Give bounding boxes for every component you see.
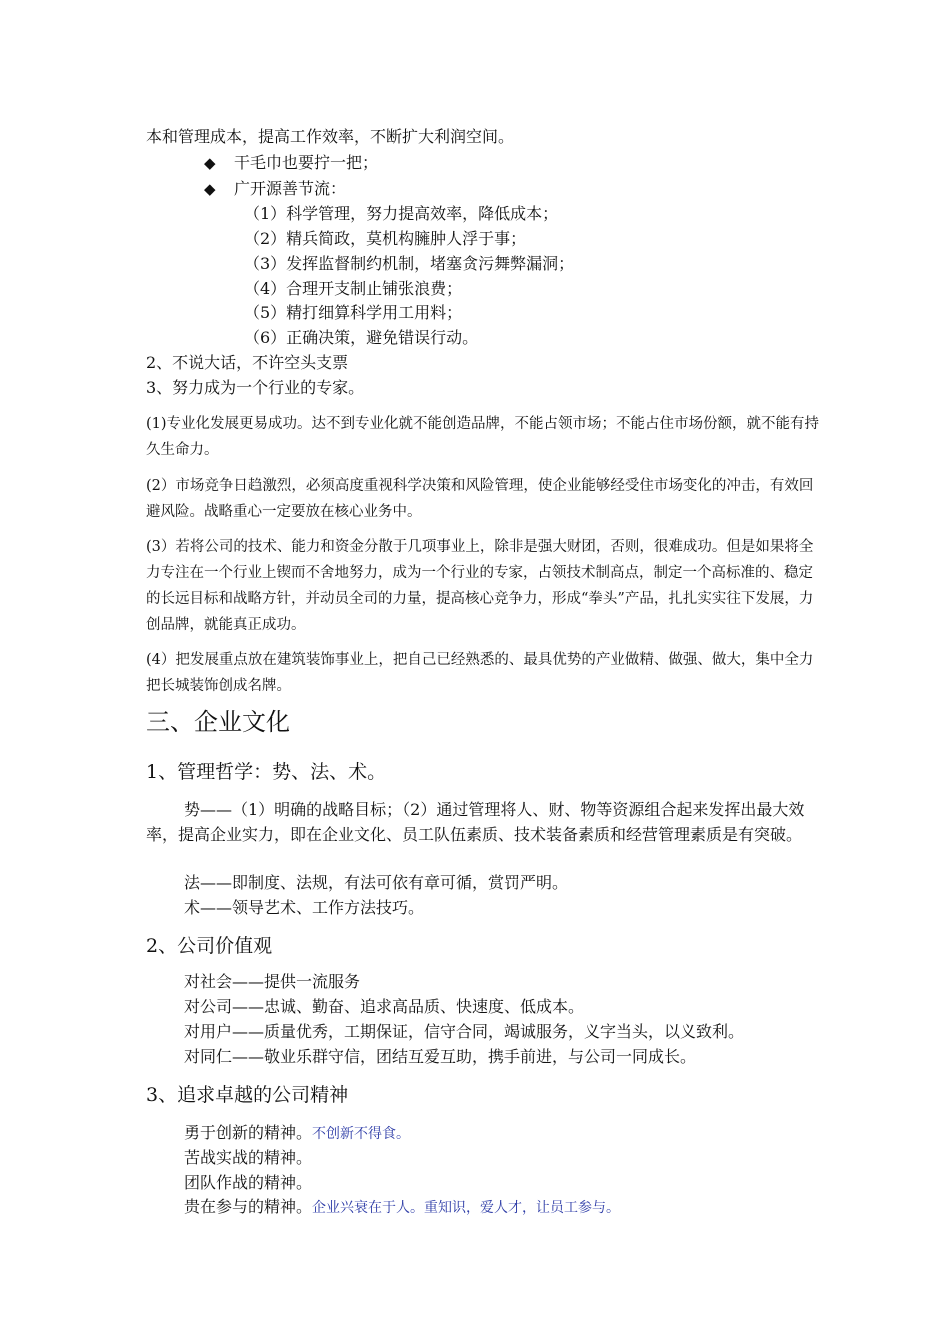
- value-item: 对用户——质量优秀，工期保证，信守合同，竭诚服务，义字当头，以义致利。: [184, 1022, 745, 1041]
- shi-paragraph: 势——（1）明确的战略目标；（2）通过管理将人、财、物等资源组合起来发挥出最大效率，提高企业实力，即在企业文化、员工队伍素质、技术装备素质和经营管理素质是有突破。: [146, 800, 805, 844]
- spirit-text: 团队作战的精神。: [184, 1173, 313, 1192]
- spirit-item: [184, 1148, 312, 1168]
- measure-item: （5）精打细算科学用工用料；: [244, 303, 463, 322]
- measure-item: （3）发挥监督制约机制，堵塞贪污舞弊漏洞；: [244, 254, 575, 273]
- diamond-bullet-icon: ◆: [204, 180, 216, 198]
- fa-line: 法——即制度、法规，有法可依有章可循，赏罚严明。: [184, 873, 569, 892]
- spirit-note: 不创新不得食。: [312, 1126, 411, 1142]
- expert-para: (1)专业化发展更易成功。达不到专业化就不能创造品牌，不能占领市场；不能占住市场份额，就不能有持久生命力。: [146, 416, 820, 458]
- subsection-title: 1、管理哲学：势、法、术。: [146, 761, 387, 783]
- expert-para: (3）若将公司的技术、能力和资金分散于几项事业上，除非是强大财团，否则，很难成功。但是如果将全力专注在一个行业上锲而不舍地努力，成为一个行业的专家，占领技术制高点，制定一个高标准的、稳定的长远目标和战略方针，并动员全司的力量，提高核心竞争力，形成“拳头”产品，扎扎实实往下发展，力创品牌，就能真正成功。: [146, 539, 814, 633]
- expert-para: (4）把发展重点放在建筑装饰事业上，把自己已经熟悉的、最具优势的产业做精、做强、做大，集中全力把长城装饰创成名牌。: [146, 652, 814, 694]
- diamond-bullet-icon: ◆: [204, 154, 216, 172]
- section-title: 三、企业文化: [146, 708, 290, 736]
- subsection-title: 3、追求卓越的公司精神: [146, 1084, 349, 1106]
- shu-line: 术——领导艺术、工作方法技巧。: [184, 898, 425, 917]
- bullet-item-1: 干毛巾也要拧一把；: [234, 153, 379, 172]
- spirit-text: 勇于创新的精神。: [184, 1123, 313, 1142]
- point-3: 3、努力成为一个行业的专家。: [146, 378, 365, 397]
- point-2: 2、不说大话，不许空头支票: [146, 353, 349, 372]
- spirit-text: 贵在参与的精神。: [184, 1197, 313, 1216]
- spirit-item: [184, 1197, 620, 1218]
- intro-line: 本和管理成本，提高工作效率，不断扩大利润空间。: [146, 127, 515, 146]
- measure-item: （2）精兵简政，莫机构臃肿人浮于事；: [244, 229, 527, 248]
- measure-item: （1）科学管理，努力提高效率，降低成本；: [244, 204, 559, 223]
- expert-para: (2）市场竞争日趋激烈，必须高度重视科学决策和风险管理，使企业能够经受住市场变化的冲击，有效回避风险。战略重心一定要放在核心业务中。: [146, 478, 814, 520]
- subsection-title: 2、公司价值观: [146, 935, 273, 957]
- bullet-item-2: 广开源善节流：: [234, 179, 347, 198]
- spirit-note: 企业兴衰在于人。重知识，爱人才，让员工参与。: [312, 1200, 621, 1216]
- measure-item: （4）合理开支制止铺张浪费；: [244, 279, 463, 298]
- value-item: 对公司——忠诚、勤奋、追求高品质、快速度、低成本。: [184, 997, 585, 1016]
- measure-item: （6）正确决策，避免错误行动。: [244, 328, 479, 347]
- value-item: 对社会——提供一流服务: [184, 972, 361, 991]
- spirit-item: [184, 1123, 410, 1144]
- spirit-text: 苦战实战的精神。: [184, 1148, 313, 1167]
- value-item: 对同仁——敬业乐群守信，团结互爱互助，携手前进，与公司一同成长。: [184, 1047, 697, 1066]
- spirit-item: [184, 1173, 312, 1193]
